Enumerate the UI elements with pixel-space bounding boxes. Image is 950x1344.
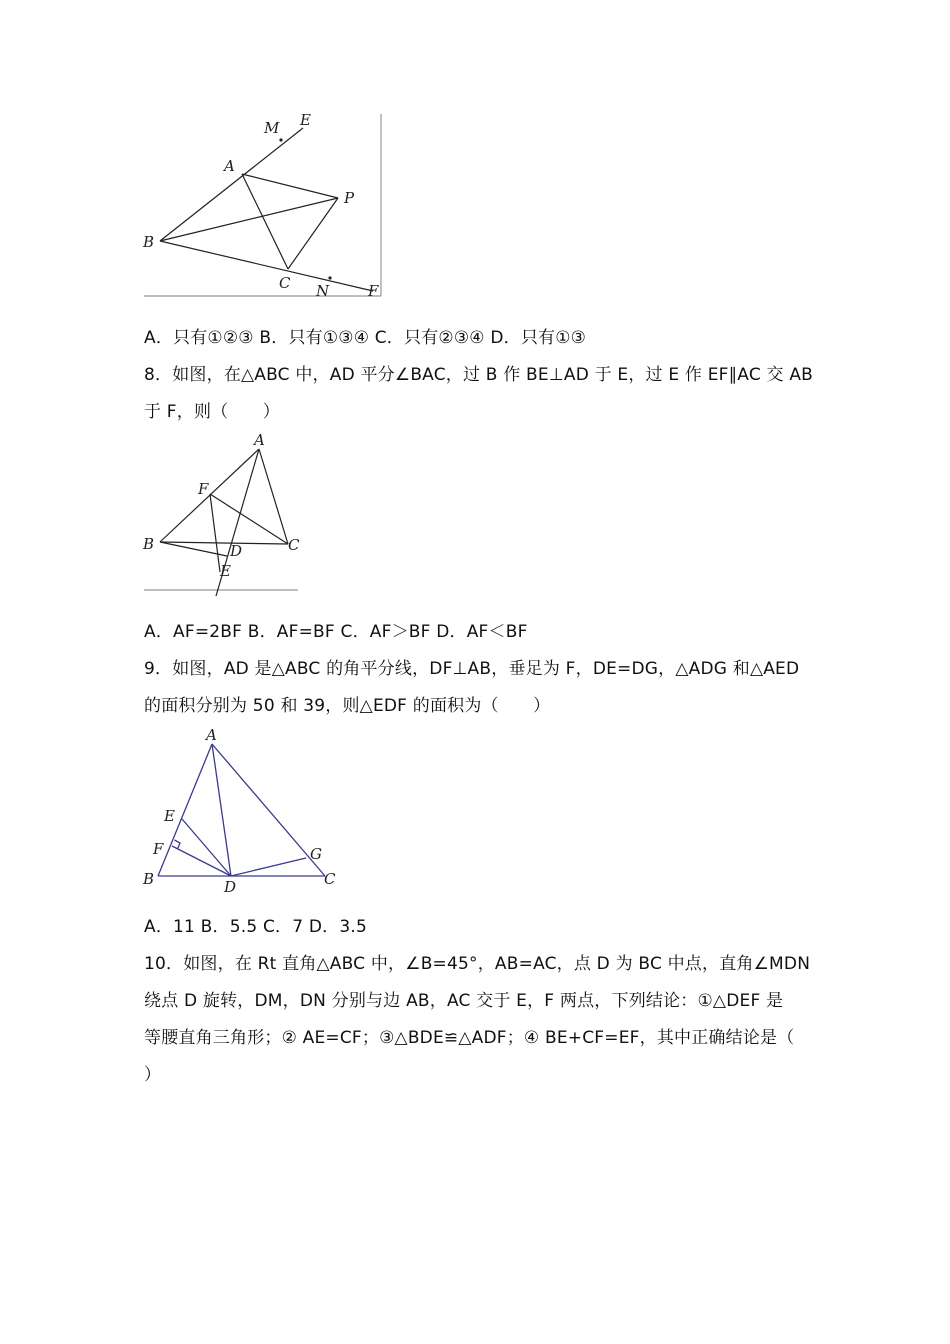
figure-q9 bbox=[140, 724, 350, 894]
label-E: E bbox=[164, 807, 175, 825]
label-D: D bbox=[224, 878, 237, 894]
label-C: C bbox=[279, 274, 291, 292]
label-B: B bbox=[143, 233, 155, 251]
label-A: A bbox=[224, 157, 235, 175]
label-B: B bbox=[143, 535, 155, 553]
q9-text-line2: 的面积分别为 50 和 39，则△EDF 的面积为（ ） bbox=[144, 696, 551, 716]
label-E: E bbox=[300, 111, 311, 129]
q7-options: A．只有①②③ B．只有①③④ C．只有②③④ D．只有①③ bbox=[144, 328, 587, 348]
q10-text-line2: 绕点 D 旋转，DM，DN 分别与边 AB，AC 交于 E，F 两点，下列结论：①△DEF 是 bbox=[144, 991, 784, 1011]
q10-text-line4: ） bbox=[144, 1065, 162, 1085]
q10-text-line3: 等腰直角三角形；② AE=CF；③△BDE≌△ADF；④ BE+CF=EF，其中正确结论是（ bbox=[144, 1028, 795, 1048]
label-F: F bbox=[153, 840, 164, 858]
label-N: N bbox=[316, 282, 330, 300]
label-A: A bbox=[206, 726, 217, 744]
label-C: C bbox=[288, 536, 300, 554]
label-F: F bbox=[198, 480, 209, 498]
q8-options: A．AF=2BF B．AF=BF C．AF＞BF D．AF＜BF bbox=[144, 622, 528, 642]
label-D: D bbox=[230, 542, 243, 560]
label-A: A bbox=[254, 431, 265, 449]
q8-text-line1: 8．如图，在△ABC 中，AD 平分∠BAC，过 B 作 BE⊥AD 于 E，过 E 作 EF∥AC 交 AB bbox=[144, 365, 814, 385]
label-P: P bbox=[344, 189, 355, 207]
q9-options: A．11 B．5.5 C．7 D．3.5 bbox=[144, 917, 367, 937]
figure-q8 bbox=[140, 428, 305, 596]
label-M: M bbox=[264, 119, 280, 137]
figure-q7 bbox=[140, 108, 385, 303]
q9-text-line1: 9．如图，AD 是△ABC 的角平分线，DF⊥AB，垂足为 F，DE=DG，△ADG 和△AED bbox=[144, 659, 800, 679]
label-B: B bbox=[143, 870, 155, 888]
q10-text-line1: 10．如图，在 Rt 直角△ABC 中，∠B=45°，AB=AC，点 D 为 BC 中点，直角∠MDN bbox=[144, 954, 811, 974]
q8-text-line2: 于 F，则（ ） bbox=[144, 402, 280, 422]
label-E: E bbox=[220, 562, 231, 580]
label-G: G bbox=[310, 845, 322, 863]
label-C: C bbox=[324, 870, 336, 888]
label-F: F bbox=[368, 282, 379, 300]
